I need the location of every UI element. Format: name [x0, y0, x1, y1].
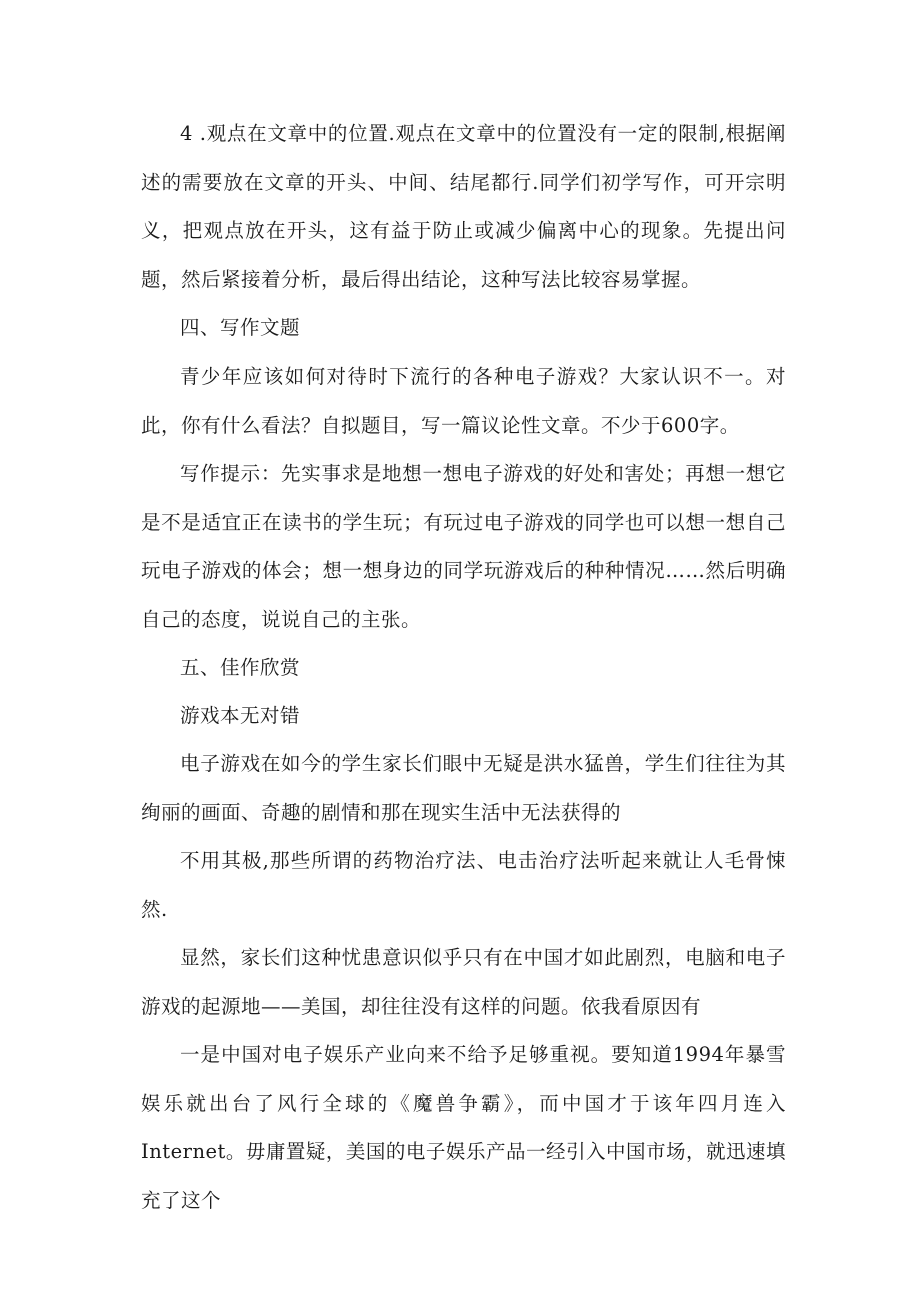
paragraph-writing-tips: 写作提示：先实事求是地想一想电子游戏的好处和害处；再想一想它是不是适宜正在读书的学生玩；有玩过电子游戏的同学也可以想一想自己玩电子游戏的体会；想一想身边的同学玩游戏后的种种情况……然后明确自己的态度，说说自己的主张。: [141, 462, 786, 631]
essay-paragraph-1: 电子游戏在如今的学生家长们眼中无疑是洪水猛兽，学生们往往为其绚丽的画面、奇趣的剧情和那在现实生活中无法获得的: [141, 752, 786, 824]
paragraph-argument-position: 4 .观点在文章中的位置.观点在文章中的位置没有一定的限制,根据阐述的需要放在文章的开头、中间、结尾都行.同学们初学写作，可开宗明义，把观点放在开头，这有益于防止或减少偏离中心的现象。先提出问题，然后紧接着分析，最后得出结论，这种写法比较容易掌握。: [141, 122, 786, 291]
essay-paragraph-2: 不用其极,那些所谓的药物治疗法、电击治疗法听起来就让人毛骨悚然.: [141, 849, 786, 921]
essay-title: 游戏本无对错: [180, 704, 301, 727]
heading-writing-topic: 四、写作文题: [180, 316, 301, 339]
paragraph-topic-prompt: 青少年应该如何对待时下流行的各种电子游戏？大家认识不一。对此，你有什么看法？自拟题目，写一篇议论性文章。不少于600字。: [141, 365, 786, 437]
heading-sample-essay: 五、佳作欣赏: [180, 656, 301, 679]
essay-paragraph-4: 一是中国对电子娱乐产业向来不给予足够重视。要知道1994年暴雪娱乐就出台了风行全球的《魔兽争霸》，而中国才于该年四月连入Internet。毋庸置疑，美国的电子娱乐产品一经引入中国市场，就迅速填充了这个: [141, 1043, 786, 1212]
essay-paragraph-3: 显然，家长们这种忧患意识似乎只有在中国才如此剧烈，电脑和电子游戏的起源地——美国，却往往没有这样的问题。依我看原因有: [141, 946, 786, 1018]
